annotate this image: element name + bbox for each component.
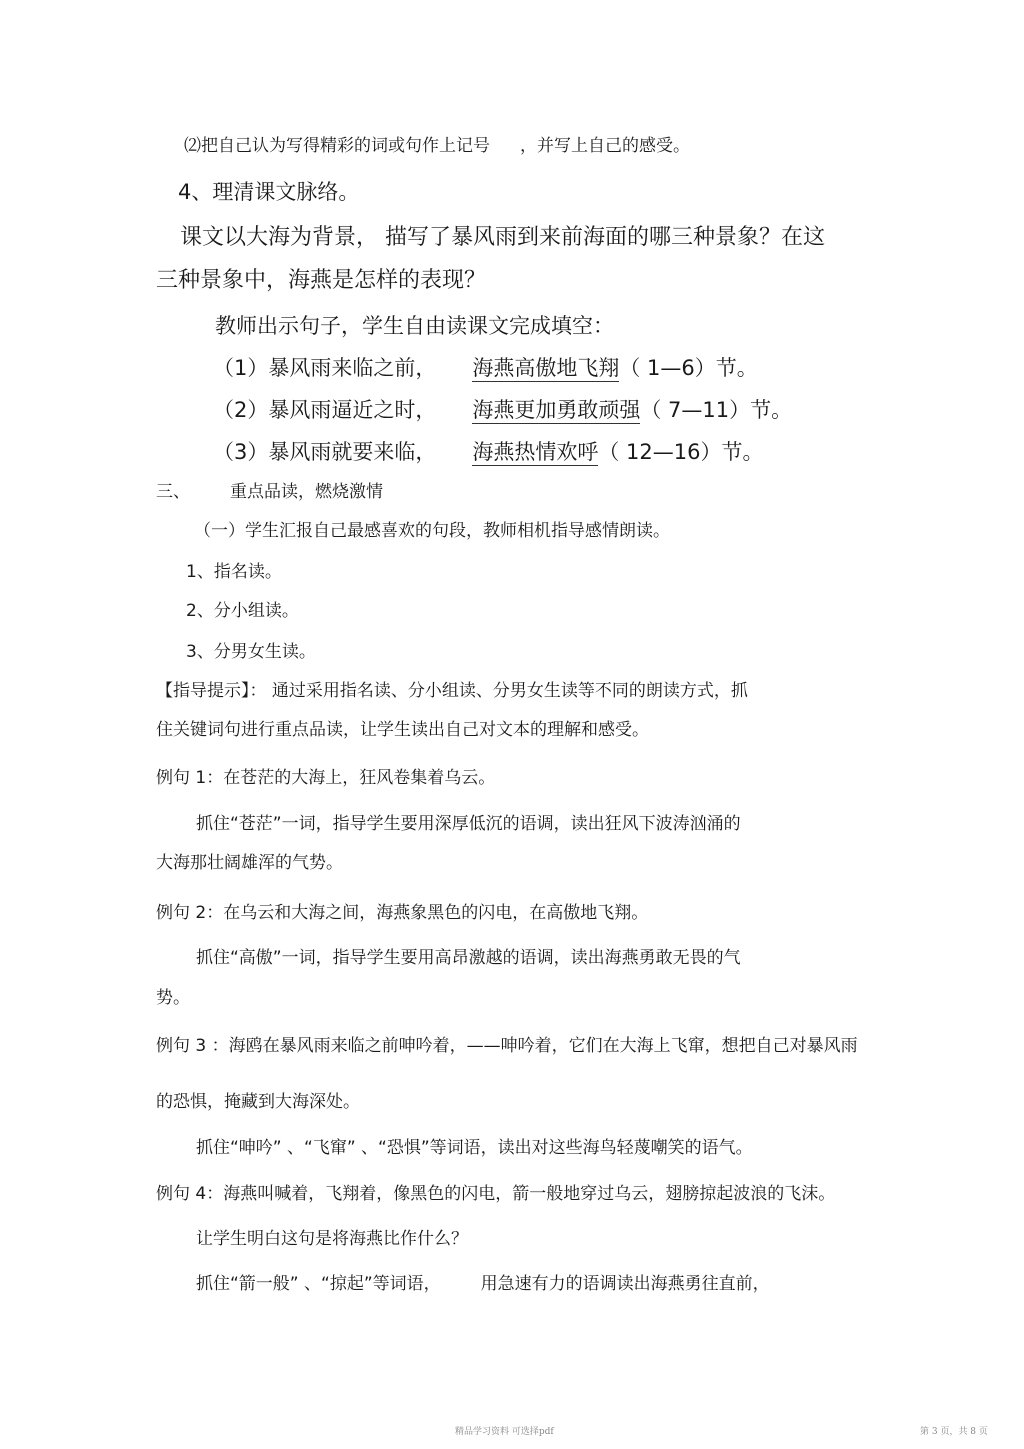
hint-line-2: 住关键词句进行重点品读，让学生读出自己对文本的理解和感受。 bbox=[156, 720, 649, 740]
example-comment: 大海那壮阔雄浑的气势。 bbox=[156, 853, 343, 873]
text-segment: ⑵把自己认为写得精彩的词或句作上记号 bbox=[184, 136, 490, 156]
fill-blank-item-1 bbox=[213, 356, 758, 381]
question-line-2: 三种景象中，海燕是怎样的表现？ bbox=[156, 268, 487, 293]
section-number: 三、 bbox=[156, 482, 190, 502]
text-segment: ，并写上自己的感受。 bbox=[520, 136, 690, 156]
section-heading-3 bbox=[156, 482, 383, 502]
text-segment: 用急速有力的语调读出海燕勇往直前， bbox=[480, 1274, 770, 1294]
fill-blank-item-2 bbox=[213, 398, 792, 423]
example-comment: 抓住“高傲”一词，指导学生要用高昂激越的语调，读出海燕勇敢无畏的气 bbox=[196, 948, 741, 968]
fill-tail: （ 12—16）节。 bbox=[598, 440, 764, 464]
example-comment: 的恐惧，掩藏到大海深处。 bbox=[156, 1092, 360, 1112]
hint-line-1: 【指导提示】： 通过采用指名读、分小组读、分男女生读等不同的朗读方式，抓 bbox=[156, 681, 748, 701]
list-item: 3、分男女生读。 bbox=[186, 642, 316, 662]
example-sentence-1: 例句 1：在苍茫的大海上，狂风卷集着乌云。 bbox=[156, 768, 496, 788]
fill-tail: （ 1—6）节。 bbox=[619, 356, 758, 380]
fill-answer: 海燕热情欢呼 bbox=[472, 440, 599, 464]
example-comment: 势。 bbox=[156, 988, 190, 1008]
page-number: 第 3 页，共 8 页 bbox=[920, 1427, 988, 1437]
example-sentence-3: 例句 3 ：海鸥在暴风雨来临之前呻吟着，——呻吟着，它们在大海上飞窜，想把自己对暴风雨 bbox=[156, 1036, 858, 1056]
teacher-instruction: 教师出示句子，学生自由读课文完成填空： bbox=[215, 314, 614, 338]
example-sentence-2: 例句 2：在乌云和大海之间，海燕象黑色的闪电，在高傲地飞翔。 bbox=[156, 903, 649, 923]
fill-lead: （2）暴风雨逼近之时， bbox=[213, 398, 437, 422]
subsection-1: （一）学生汇报自己最感喜欢的句段，教师相机指导感情朗读。 bbox=[194, 521, 670, 541]
footer-watermark: 精品学习资料 可选择pdf bbox=[455, 1427, 554, 1437]
fill-tail: （ 7—11）节。 bbox=[640, 398, 793, 422]
fill-answer: 海燕高傲地飞翔 bbox=[472, 356, 620, 380]
paragraph-mark-instruction bbox=[184, 136, 690, 156]
example-comment bbox=[196, 1274, 770, 1294]
fill-answer: 海燕更加勇敢顽强 bbox=[472, 398, 641, 422]
fill-lead: （3）暴风雨就要来临， bbox=[213, 440, 437, 464]
heading-context: 4、理清课文脉络。 bbox=[178, 180, 360, 204]
fill-blank-item-3 bbox=[213, 440, 764, 465]
list-item: 2、分小组读。 bbox=[186, 601, 299, 621]
section-title: 重点品读，燃烧激情 bbox=[230, 482, 383, 502]
example-comment: 抓住“苍茫”一词，指导学生要用深厚低沉的语调，读出狂风下波涛汹涌的 bbox=[196, 814, 741, 834]
text-segment: 抓住“箭一般” 、“掠起”等词语， bbox=[196, 1274, 441, 1294]
list-item: 1、指名读。 bbox=[186, 562, 282, 582]
question-line-1: 课文以大海为背景， 描写了暴风雨到来前海面的哪三种景象？在这 bbox=[180, 225, 825, 250]
example-comment: 抓住“呻吟” 、“飞窜” 、“恐惧”等词语，读出对这些海鸟轻蔑嘲笑的语气。 bbox=[196, 1138, 753, 1158]
fill-lead: （1）暴风雨来临之前， bbox=[213, 356, 437, 380]
example-sentence-4: 例句 4：海燕叫喊着，飞翔着，像黑色的闪电，箭一般地穿过乌云，翅膀掠起波浪的飞沫。 bbox=[156, 1184, 836, 1204]
example-comment: 让学生明白这句是将海燕比作什么？ bbox=[196, 1229, 468, 1249]
